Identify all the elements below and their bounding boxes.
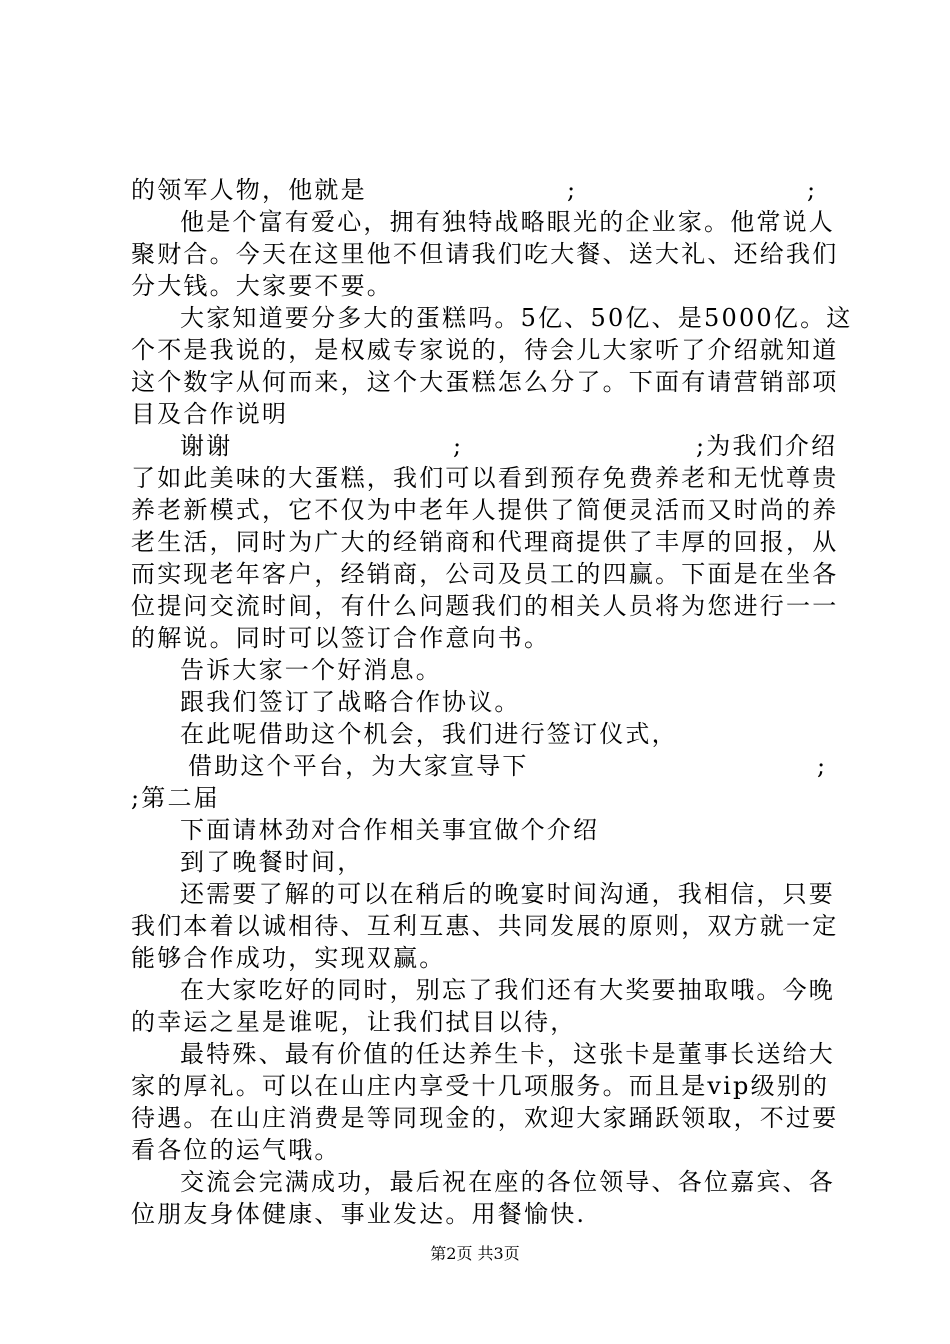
line-text: 在此呢借助这个机会，我们进行签订仪式，: [180, 720, 678, 748]
line-text: 告诉大家一个好消息。: [180, 656, 442, 684]
semicolon: ;: [453, 432, 464, 460]
text-line: [131, 878, 835, 910]
page-number: 第2页 共3页: [430, 1244, 520, 1263]
line-text: 老生活，同时为广大的经销商和代理商提供了丰厚的回报，从: [131, 528, 839, 556]
semicolon: ;: [817, 752, 828, 780]
semicolon: ;: [567, 176, 578, 204]
line-text: 家的厚礼。可以在山庄内享受十几项服务。而且是vip级别的: [131, 1072, 830, 1100]
line-text: 大家知道要分多大的蛋糕吗。5亿、50亿、是5000亿。这: [180, 304, 853, 332]
text-line: [131, 430, 838, 462]
text-line: [131, 462, 839, 494]
line-text: 位朋友身体健康、事业发达。用餐愉快.: [131, 1200, 587, 1228]
text-line: [131, 686, 831, 718]
line-text: 这个数字从何而来，这个大蛋糕怎么分了。下面有请营销部项: [131, 368, 839, 396]
line-text: 个不是我说的，是权威专家说的，待会儿大家听了介绍就知道: [131, 336, 839, 364]
text-line: [131, 590, 839, 622]
line-text: 而实现老年客户，经销商，公司及员工的四赢。下面是在坐各: [131, 560, 839, 588]
line-text: 了如此美味的大蛋糕，我们可以看到预存免费养老和无忧尊贵: [131, 464, 839, 492]
text-line: [131, 366, 839, 398]
text-line: [131, 238, 839, 270]
line-text: 到了晚餐时间，: [180, 848, 364, 876]
line-text: ;第二届: [131, 784, 220, 812]
line-text: 目及合作说明: [131, 400, 289, 428]
text-line: [131, 750, 831, 782]
text-line: [131, 1038, 835, 1070]
line-text: 看各位的运气哦。: [131, 1136, 341, 1164]
text-line: [131, 1070, 831, 1102]
line-text: 位提问交流时间，有什么问题我们的相关人员将为您进行一一: [131, 592, 839, 620]
line-text: 借助这个平台，为大家宣导下: [188, 752, 529, 780]
line-text: 还需要了解的可以在稍后的晚宴时间沟通，我相信，只要: [180, 880, 835, 908]
text-line: [131, 1134, 831, 1166]
body-text: [131, 174, 853, 1230]
line-text: 谢谢: [180, 432, 233, 460]
line-text: 的解说。同时可以签订合作意向书。: [131, 624, 551, 652]
text-line: [131, 654, 831, 686]
text-line: [131, 942, 831, 974]
text-line: [131, 398, 831, 430]
text-line: [131, 782, 831, 814]
text-line: [131, 718, 831, 750]
line-text: 的幸运之星是谁呢，让我们拭目以待，: [131, 1008, 577, 1036]
line-tail: ;为我们介绍: [696, 432, 838, 460]
text-line: [131, 174, 831, 206]
text-line: [131, 526, 839, 558]
line-text: 下面请林劲对合作相关事宜做个介绍: [180, 816, 600, 844]
line-text: 交流会完满成功，最后祝在座的各位领导、各位嘉宾、各: [180, 1168, 835, 1196]
text-line: [131, 206, 835, 238]
text-line: [131, 622, 831, 654]
line-text: 他是个富有爱心，拥有独特战略眼光的企业家。他常说人: [180, 208, 835, 236]
text-line: [131, 910, 839, 942]
text-line: [131, 302, 853, 334]
page-footer: [0, 1244, 950, 1264]
line-text: 能够合作成功，实现双赢。: [131, 944, 446, 972]
line-text: 跟我们签订了战略合作协议。: [180, 688, 521, 716]
text-line: [131, 1102, 839, 1134]
line-text: 的领军人物，他就是: [131, 176, 367, 204]
text-line: [131, 334, 839, 366]
text-line: [131, 846, 831, 878]
text-line: [131, 1198, 831, 1230]
text-line: [131, 1006, 831, 1038]
text-line: [131, 974, 835, 1006]
line-text: 养老新模式，它不仅为中老年人提供了简便灵活而又时尚的养: [131, 496, 839, 524]
line-text: 我们本着以诚相待、互利互惠、共同发展的原则，双方就一定: [131, 912, 839, 940]
line-text: 聚财合。今天在这里他不但请我们吃大餐、送大礼、还给我们: [131, 240, 839, 268]
line-text: 待遇。在山庄消费是等同现金的，欢迎大家踊跃领取，不过要: [131, 1104, 839, 1132]
text-line: [131, 494, 839, 526]
text-line: [131, 270, 831, 302]
line-text: 最特殊、最有价值的任达养生卡，这张卡是董事长送给大: [180, 1040, 835, 1068]
semicolon: ;: [807, 176, 818, 204]
line-text: 分大钱。大家要不要。: [131, 272, 393, 300]
line-text: 在大家吃好的同时，别忘了我们还有大奖要抽取哦。今晚: [180, 976, 835, 1004]
text-line: [131, 558, 839, 590]
text-line: [131, 814, 831, 846]
text-line: [131, 1166, 835, 1198]
